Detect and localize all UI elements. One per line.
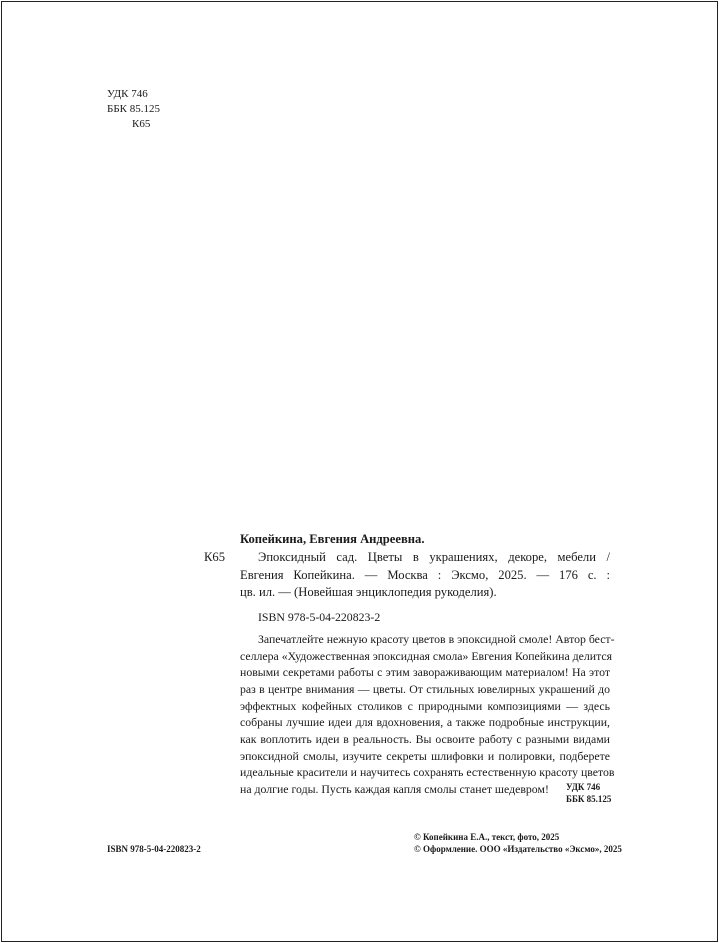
- record-line: Эпоксидный сад. Цветы в украшениях, декоре, мебели /: [258, 550, 610, 564]
- annotation-line: Запечатлейте нежную красоту цветов в эпоксидной смоле! Автор бест-: [258, 632, 615, 646]
- record-line: Евгения Копейкина. — Москва : Эксмо, 2025. — 176 с. :: [240, 568, 610, 582]
- annotation-line: идеальные красители и научитесь сохранять естественную красоту цветов: [240, 765, 615, 779]
- copyright-line: © Копейкина Е.А., текст, фото, 2025: [414, 832, 560, 842]
- bottom-udk: УДК 746: [566, 782, 601, 792]
- record-heading: Копейкина, Евгения Андреевна.: [240, 532, 425, 546]
- record-author-mark: К65: [204, 550, 225, 564]
- record-line: цв. ил. — (Новейшая энциклопедия рукоделия).: [240, 585, 497, 599]
- record-isbn: ISBN 978-5-04-220823-2: [258, 610, 381, 624]
- annotation-line: эффектных кофейных столиков с природными композициями — здесь: [240, 699, 610, 713]
- udk-code: УДК 746: [107, 88, 148, 100]
- author-mark: К65: [132, 118, 151, 130]
- bottom-bbk: ББК 85.125: [566, 794, 612, 804]
- annotation-line: как воплотить идеи в реальность. Вы освоите работу с разными видами: [240, 732, 610, 746]
- annotation-line: новыми секретами работы с этим завораживающим материалом! На этот: [240, 665, 610, 679]
- annotation-line: селлера «Художественная эпоксидная смола» Евгения Копейкина делится: [240, 649, 613, 663]
- annotation-line: на долгие годы. Пусть каждая капля смолы станет шедевром!: [240, 782, 549, 796]
- annotation-line: раз в центре внимания — цветы. От стильных ювелирных украшений до: [240, 682, 610, 696]
- bbk-code: ББК 85.125: [107, 103, 160, 115]
- annotation-line: эпоксидной смолы, изучите секреты шлифовки и полировки, подберете: [240, 749, 610, 763]
- copyright-line: © Оформление. ООО «Издательство «Эксмо», 2025: [414, 844, 622, 854]
- annotation-line: собраны лучшие идеи для вдохновения, а также подробные инструкции,: [240, 715, 610, 729]
- footer-isbn: ISBN 978-5-04-220823-2: [107, 844, 201, 854]
